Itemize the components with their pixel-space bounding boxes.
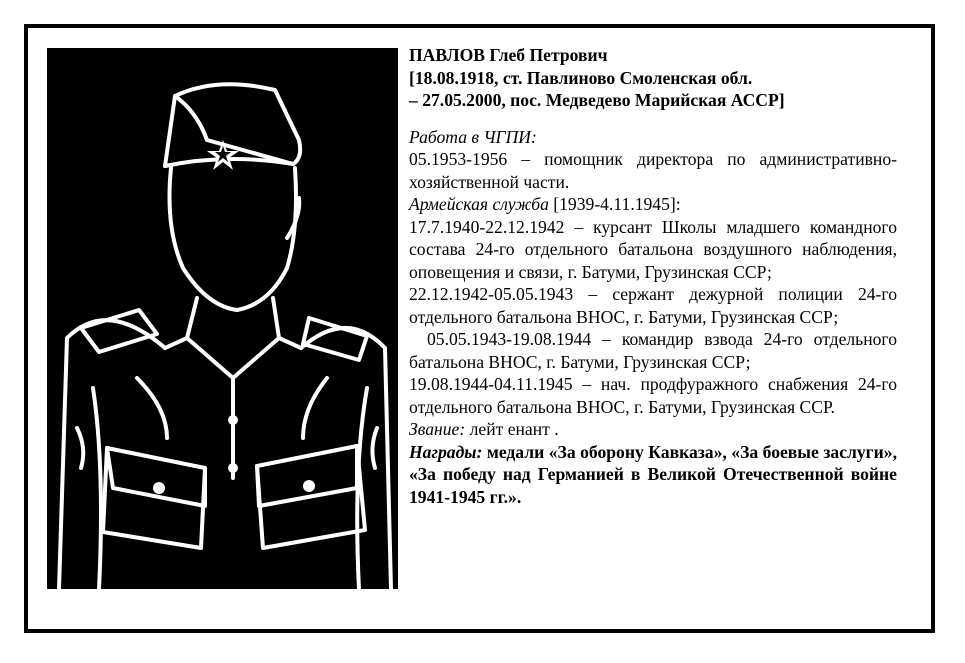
army-entry: 17.7.1940-22.12.1942 – курсант Школы младшего командного состава 24-го отдельного батальона воздушного наблюдения, оповещения и связи, г. Батуми, Грузинская ССР; xyxy=(409,216,897,282)
army-entry: 19.08.1944-04.11.1945 – нач. продфуражного снабжения 24-го отдельного батальона ВНОС, г. Батуми, Грузинская ССР. xyxy=(409,374,897,417)
work-heading: Работа в ЧГПИ: xyxy=(409,126,537,147)
army-heading: Армейская служба xyxy=(409,194,549,214)
rank-value: лейт енант . xyxy=(465,419,559,439)
portrait-image xyxy=(47,48,398,589)
person-name: ПАВЛОВ Глеб Петрович xyxy=(409,45,608,65)
awards-value: медали «За оборону Кавказа», «За боевые заслуги», «За победу над Германией в Великой Отечественной войне 1941-1945 гг.». xyxy=(409,441,897,507)
rank-label: Звание: xyxy=(409,419,466,439)
army-entry: 05.05.1943-19.08.1944 – командир взвода 24-го отдельного батальона ВНОС, г. Батуми, Грузинская ССР; xyxy=(409,329,897,372)
army-heading-line xyxy=(409,193,897,216)
rank-line xyxy=(409,418,897,441)
army-entry: 22.12.1942-05.05.1943 – сержант дежурной полиции 24-го отдельного батальона ВНОС, г. Батуми, Грузинская ССР; xyxy=(409,284,897,327)
army-period: [1939-4.11.1945]: xyxy=(548,194,681,214)
soldier-silhouette-icon xyxy=(47,48,398,589)
biography-text xyxy=(409,44,897,508)
awards-line xyxy=(409,441,897,509)
life-dates-line-2: – 27.05.2000, пос. Медведево Марийская АССР] xyxy=(409,90,785,110)
awards-label: Награды: xyxy=(409,441,483,462)
work-entry: 05.1953-1956 – помощник директора по административно-хозяйственной части. xyxy=(409,149,897,192)
life-dates-line-1: [18.08.1918, ст. Павлиново Смоленская обл. xyxy=(409,67,753,88)
